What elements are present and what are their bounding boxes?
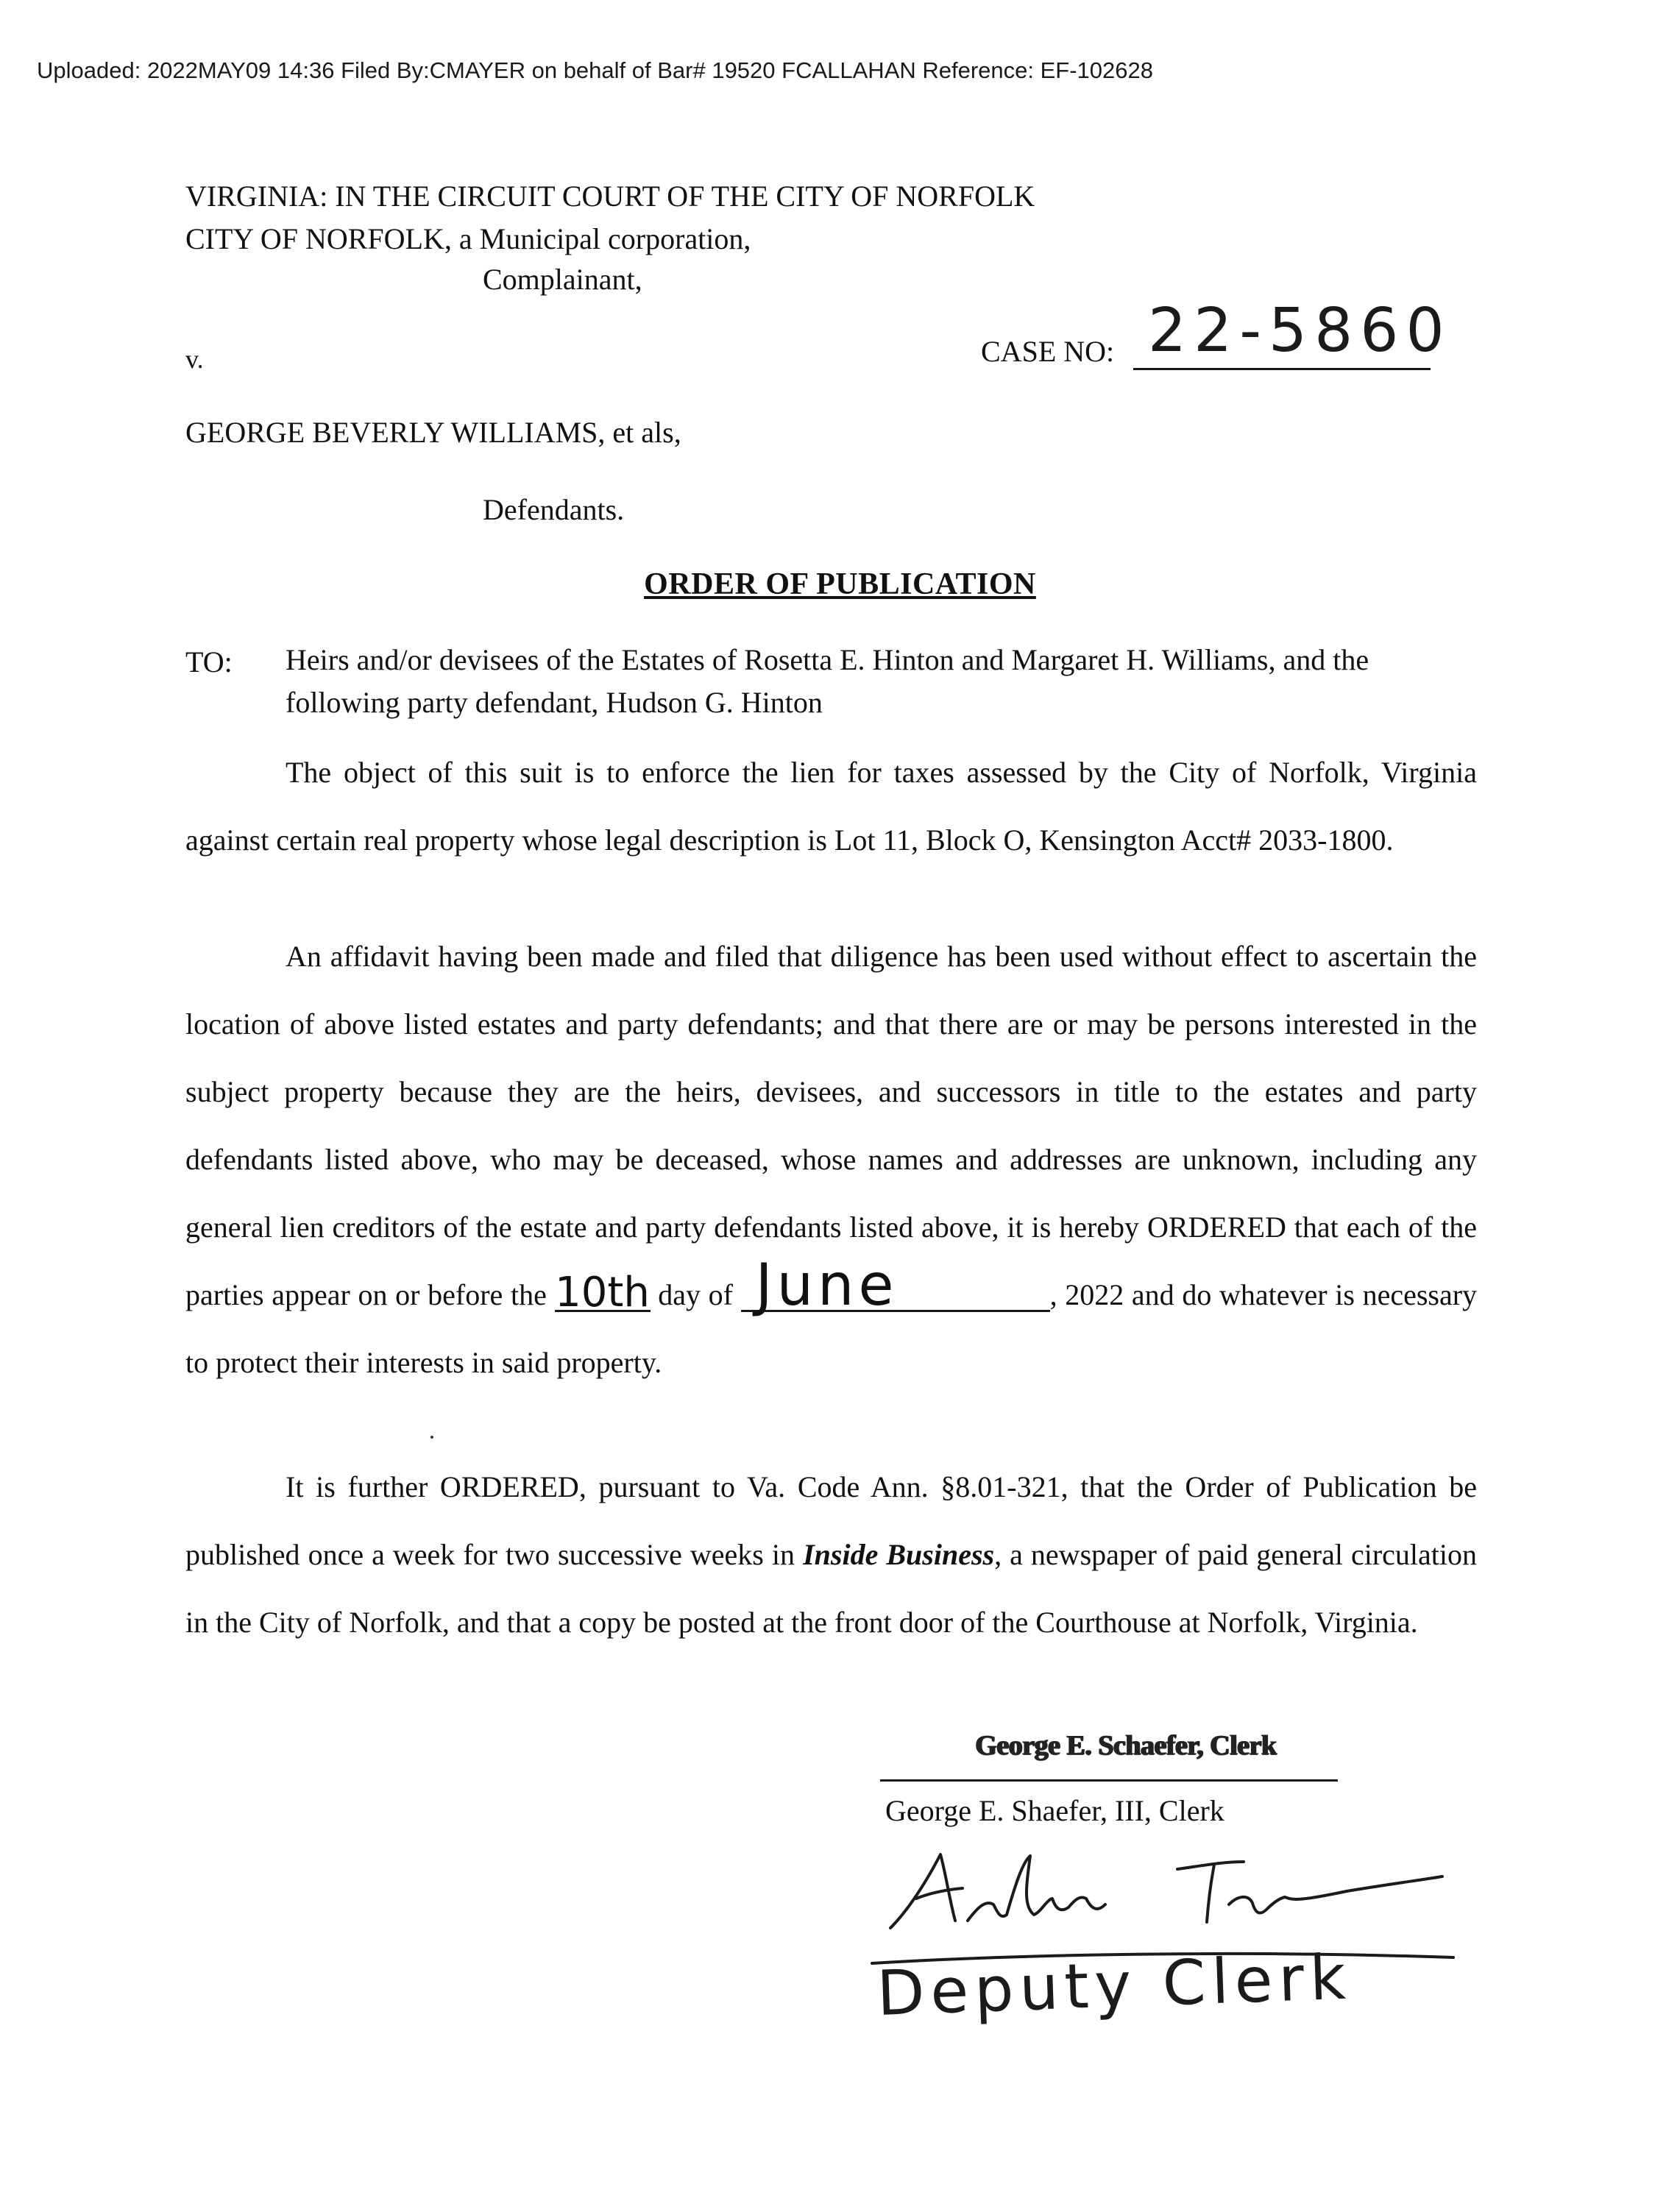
publication-text-continued: , a newspaper of paid general circulation in the City of Norfolk, and that a copy be posted at the front door of the Courthouse at Norfolk, Virginia. xyxy=(185,1538,1478,1639)
newspaper-name: Inside Business xyxy=(803,1538,995,1571)
month-blank xyxy=(741,1252,1050,1319)
document-title: ORDER OF PUBLICATION xyxy=(644,567,1036,601)
paragraph-publication-order xyxy=(185,1453,1477,1656)
year-text: , 2022 and do whatever is necessary to protect their interests in said property. xyxy=(185,1278,1478,1379)
clerk-signature-line xyxy=(880,1779,1338,1782)
versus: v. xyxy=(185,344,204,374)
clerk-signature-stamp: George E. Schaefer, Clerk xyxy=(975,1730,1277,1761)
case-number-label: CASE NO: xyxy=(981,335,1115,368)
court-name: VIRGINIA: IN THE CIRCUIT COURT OF THE CITY OF NORFOLK xyxy=(185,180,1035,213)
month-handwritten: June xyxy=(755,1252,899,1319)
defendant-role: Defendants. xyxy=(483,493,625,526)
deputy-clerk-title-handwritten: Deputy Clerk xyxy=(876,1941,1353,2030)
scan-speck xyxy=(430,1436,433,1439)
deputy-handwritten-signature xyxy=(876,1840,1450,1943)
complainant-name: CITY OF NORFOLK, a Municipal corporation, xyxy=(185,222,751,255)
day-of-text: day of xyxy=(658,1278,733,1311)
order-text: An affidavit having been made and filed that diligence has been used without effect to ascertain the location of above listed estates and party defendants; and that there are or may be persons interested in the subject property because they are the heirs, devisees, and successors in title to the estates and party defendants listed above, who may be deceased, whose names and addresses are unknown, including any general lien creditors of the estate and party defendants listed above, it is hereby ORDERED that each of the parties appear on or before the xyxy=(185,940,1477,1311)
defendant-name: GEORGE BEVERLY WILLIAMS, et als, xyxy=(185,416,681,449)
to-recipients: Heirs and/or devisees of the Estates of Rosetta E. Hinton and Margaret H. Williams, and the following party defendant, Hudson G. Hinton xyxy=(286,643,1369,719)
clerk-name: George E. Shaefer, III, Clerk xyxy=(885,1794,1224,1827)
paragraph-object-of-suit: The object of this suit is to enforce the lien for taxes assessed by the City of Norfolk, Virginia against certain real property whose legal description is Lot 11, Block O, Kensington Acct# 2033-1800. xyxy=(185,756,1477,857)
day-blank xyxy=(555,1269,651,1316)
publication-text: It is further ORDERED, pursuant to Va. Code Ann. §8.01-321, that the Order of Publication be published once a week for two successive weeks in xyxy=(185,1470,1477,1571)
paragraph-order-to-appear xyxy=(185,923,1477,1397)
case-number-underline xyxy=(1133,368,1431,370)
complainant-role: Complainant, xyxy=(483,263,642,296)
upload-stamp-header: Uploaded: 2022MAY09 14:36 Filed By:CMAYER on behalf of Bar# 19520 FCALLAHAN Reference: EF-102628 xyxy=(37,57,1154,83)
case-number-handwritten: 22-5860 xyxy=(1148,296,1452,366)
day-handwritten: 10th xyxy=(555,1269,650,1316)
to-label: TO: xyxy=(185,645,233,678)
